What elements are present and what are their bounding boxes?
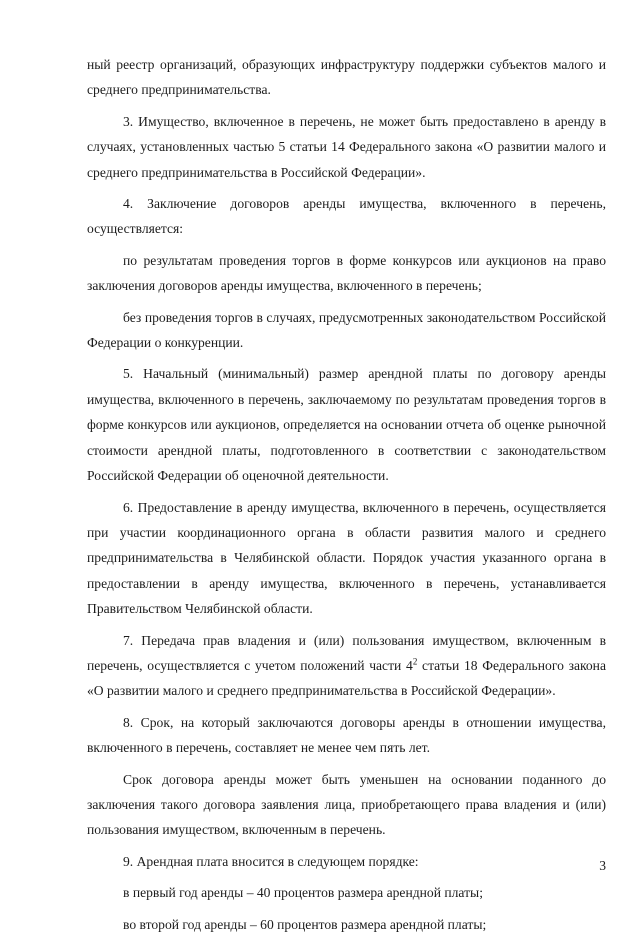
paragraph-7-superscript: 2 bbox=[412, 656, 418, 667]
paragraph-9-item-1: в первый год аренды – 40 процентов размера арендной платы; bbox=[123, 885, 483, 901]
paragraph-9: 9. Арендная плата вносится в следующем порядке: bbox=[123, 853, 419, 869]
paragraph-7 bbox=[87, 628, 606, 704]
paragraph-4: 4. Заключение договоров аренды имущества, включенного в перечень, осуществляется: bbox=[87, 196, 606, 237]
paragraph-8: 8. Срок, на который заключаются договоры аренды в отношении имущества, включенного в перечень, составляет не менее чем пять лет. bbox=[87, 714, 606, 756]
paragraph-8-term: Срок договора аренды может быть уменьшен на основании поданного до заключения такого договора заявления лица, приобретающего права владения и (или) пользования имуществом, включенным в перечень. bbox=[87, 771, 606, 838]
paragraph-4-item-1: по результатам проведения торгов в форме конкурсов или аукционов на право заключения договоров аренды имущества, включенного в перечень; bbox=[87, 252, 606, 294]
paragraph-6: 6. Предоставление в аренду имущества, включенного в перечень, осуществляется при участии координационного органа в области развития малого и среднего предпринимательства в Челябинской области. Порядок участия указанного органа в предоставлении в аренду имущества, включенного в перечень, устанавливается Правительством Челябинской области. bbox=[87, 499, 606, 617]
paragraph-5: 5. Начальный (минимальный) размер арендной платы по договору аренды имущества, включенного в перечень, заключаемому по результатам проведения торгов в форме конкурсов или аукционов, определяется на основании отчета об оценке рыночной стоимости арендной платы, подготовленного в соответствии с законодательством Российской Федерации об оценочной деятельности. bbox=[87, 366, 606, 484]
page-number: 3 bbox=[599, 858, 606, 873]
paragraph-7-text-after: статьи 18 Федерального закона «О развитии малого и среднего предпринимательства в Российской Федерации». bbox=[87, 657, 606, 699]
paragraph-9-item-2: во второй год аренды – 60 процентов размера арендной платы; bbox=[123, 916, 487, 932]
paragraph-7-text-before: 7. Передача прав владения и (или) пользования имуществом, включенным в перечень, осуществляется с учетом положений части 4 bbox=[87, 632, 606, 673]
paragraph-continuation: ный реестр организаций, образующих инфраструктуру поддержки субъектов малого и среднего предпринимательства. bbox=[87, 57, 606, 98]
paragraph-4-item-2: без проведения торгов в случаях, предусмотренных законодательством Российской Федерации о конкуренции. bbox=[87, 309, 606, 351]
body-text bbox=[87, 52, 606, 943]
paragraph-3: 3. Имущество, включенное в перечень, не может быть предоставлено в аренду в случаях, установленных частью 5 статьи 14 Федерального закона «О развитии малого и среднего предпринимательства в Российской Федерации». bbox=[87, 113, 606, 180]
